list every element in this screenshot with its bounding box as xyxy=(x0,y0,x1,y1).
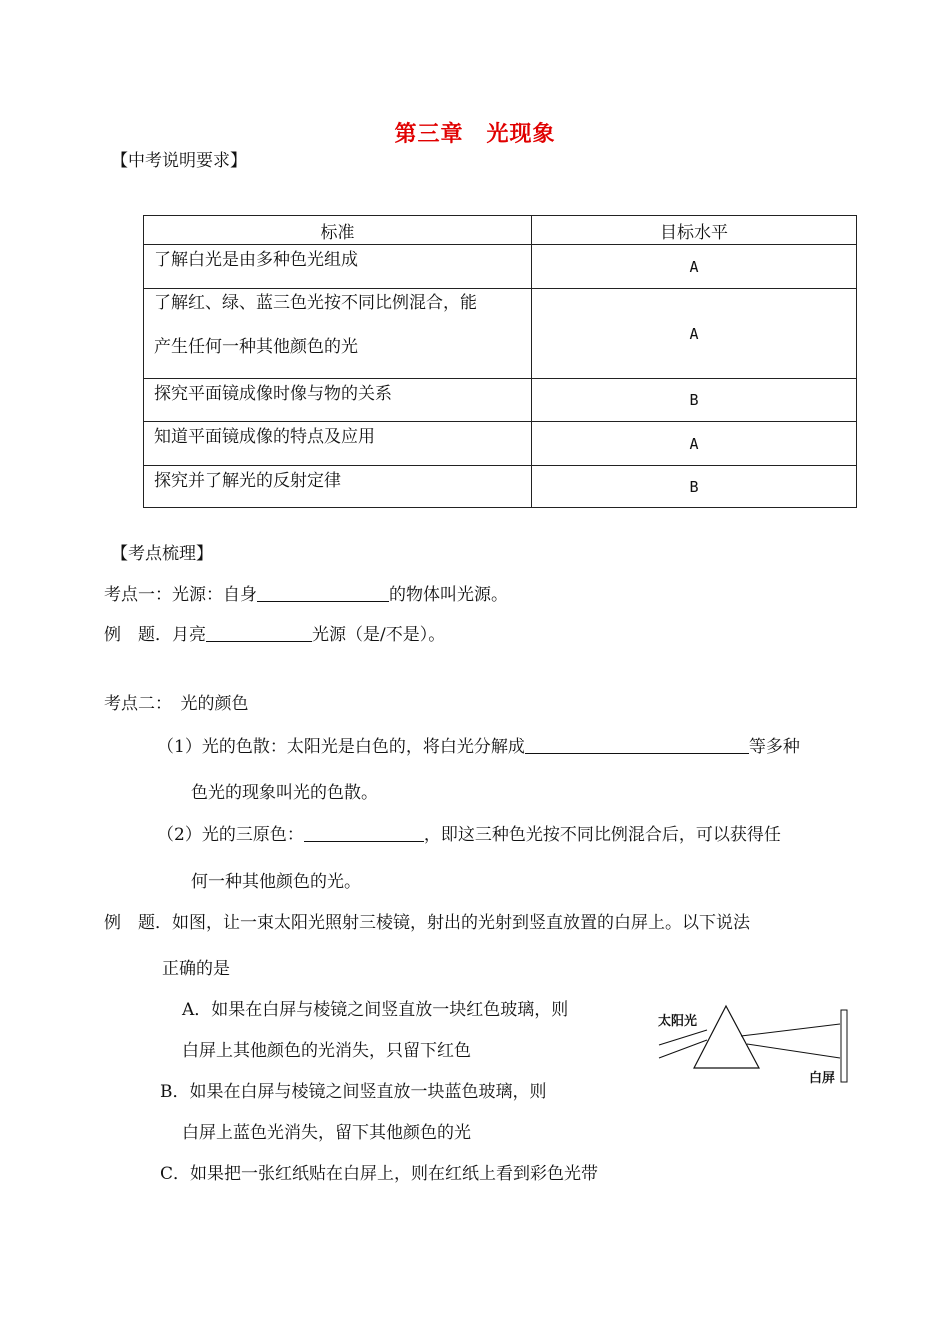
item2-line2: 何一种其他颜色的光。 xyxy=(191,872,361,892)
dispersed-ray-upper xyxy=(741,1024,840,1036)
example1-text-after: 光源（是/不是）。 xyxy=(312,625,446,645)
example1-text-before: 例 题．月亮 xyxy=(104,625,206,645)
item2-text-after: ，即这三种色光按不同比例混合后，可以获得任 xyxy=(423,825,781,845)
table-row xyxy=(144,422,857,466)
table-cell-standard: 探究平面镜成像时像与物的关系 xyxy=(144,379,532,422)
item1-line2: 色光的现象叫光的色散。 xyxy=(191,783,378,803)
white-screen-icon xyxy=(841,1010,847,1082)
point1-text-after: 的物体叫光源。 xyxy=(389,585,508,605)
table-cell-standard-line2: 产生任何一种其他颜色的光 xyxy=(154,337,358,357)
table-cell-standard xyxy=(144,289,532,379)
table-row xyxy=(144,379,857,422)
point1-blank xyxy=(257,585,389,602)
requirements-table xyxy=(143,215,857,508)
screen-label: 白屏 xyxy=(809,1071,836,1086)
item2-blank xyxy=(304,825,424,842)
sunlight-label: 太阳光 xyxy=(658,1014,698,1029)
table-cell-standard: 探究并了解光的反射定律 xyxy=(144,466,532,508)
prism-icon xyxy=(694,1006,759,1068)
option-a-line1: A．如果在白屏与棱镜之间竖直放一块红色玻璃，则 xyxy=(182,1000,569,1020)
table-cell-standard: 了解白光是由多种色光组成 xyxy=(144,245,532,289)
table-header-row xyxy=(144,216,857,245)
section-requirements-heading: 【中考说明要求】 xyxy=(111,151,247,171)
dispersed-ray-lower xyxy=(747,1044,840,1058)
option-b-line1: B．如果在白屏与棱镜之间竖直放一块蓝色玻璃，则 xyxy=(160,1082,547,1102)
table-cell-standard-line1: 了解红、绿、蓝三色光按不同比例混合，能 xyxy=(154,293,477,313)
table-cell-level: A xyxy=(532,422,857,466)
option-c-line1: C．如果把一张红纸贴在白屏上，则在红纸上看到彩色光带 xyxy=(160,1164,599,1184)
example2-line1: 例 题．如图，让一束太阳光照射三棱镜，射出的光射到竖直放置的白屏上。以下说法 xyxy=(104,913,750,933)
page-title: 第三章 光现象 xyxy=(394,121,556,147)
section-points-heading: 【考点梳理】 xyxy=(111,544,213,564)
option-b-line2: 白屏上蓝色光消失，留下其他颜色的光 xyxy=(182,1123,471,1143)
table-cell-level: B xyxy=(532,379,857,422)
table-cell-standard: 知道平面镜成像的特点及应用 xyxy=(144,422,532,466)
item1-blank xyxy=(525,737,749,754)
item2-line1 xyxy=(157,824,781,846)
table-cell-level: A xyxy=(532,289,857,379)
example1-blank xyxy=(206,625,312,642)
point2-heading: 考点二： 光的颜色 xyxy=(104,694,249,714)
table-header-standard: 标准 xyxy=(144,216,532,245)
point1 xyxy=(104,584,508,606)
table-cell-level: A xyxy=(532,245,857,289)
option-a-line2: 白屏上其他颜色的光消失，只留下红色 xyxy=(182,1041,471,1061)
example1 xyxy=(104,624,445,646)
table-row xyxy=(144,289,857,379)
table-header-level: 目标水平 xyxy=(532,216,857,245)
example2-line2: 正确的是 xyxy=(162,959,230,979)
table-row xyxy=(144,245,857,289)
point1-text-before: 考点一：光源：自身 xyxy=(104,585,257,605)
table-cell-level: B xyxy=(532,466,857,508)
table-row xyxy=(144,466,857,508)
item1-line1 xyxy=(157,736,800,758)
item2-text-before: （2）光的三原色： xyxy=(157,825,304,845)
item1-text-before: （1）光的色散：太阳光是白色的，将白光分解成 xyxy=(157,737,525,757)
item1-text-after: 等多种 xyxy=(748,737,800,757)
